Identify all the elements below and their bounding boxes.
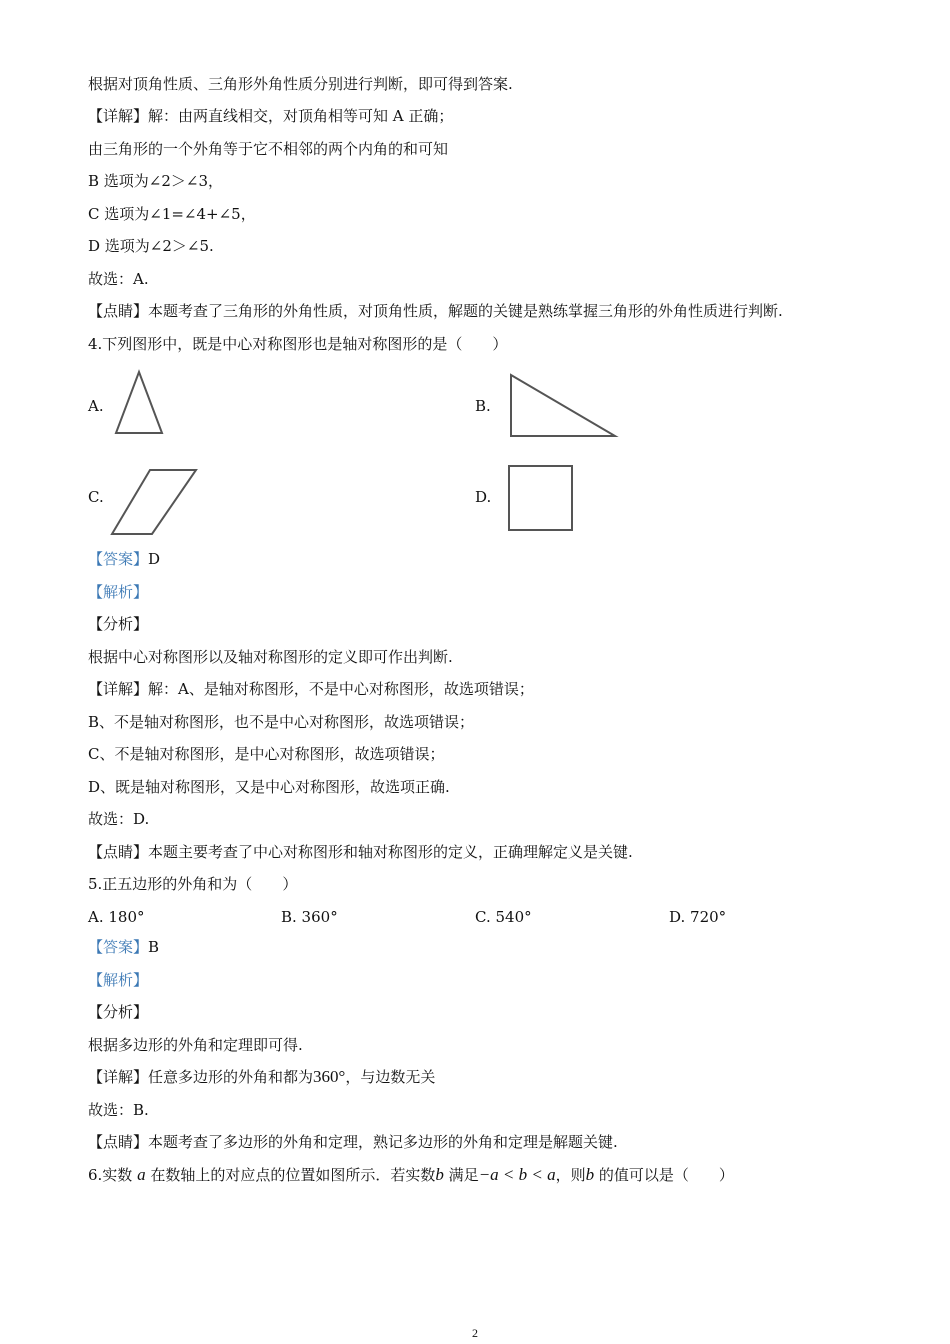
q4-option-b-label: B. <box>475 397 491 415</box>
detail-text-post: ，与边数无关 <box>345 1068 436 1086</box>
stem-text: 6.实数 <box>88 1166 133 1184</box>
detail-text: 解：A、是轴对称图形，不是中心对称图形，故选项错误； <box>148 680 534 698</box>
comment-tag: 【点睛】 <box>88 843 149 861</box>
isosceles-triangle-figure <box>116 372 162 433</box>
answer-tag: 【答案】 <box>88 550 149 568</box>
q4-figures <box>0 0 950 560</box>
square-figure <box>509 466 572 530</box>
comment-tag: 【点睛】 <box>88 1133 149 1151</box>
detail-value: 360° <box>313 1067 346 1086</box>
answer-line <box>88 549 160 569</box>
fenxi-tag: 【分析】 <box>88 1003 149 1021</box>
q5-option-b: B. 360° <box>281 908 338 926</box>
comment-line <box>88 1132 618 1152</box>
detail-line: C 选项为∠1=∠4+∠5， <box>88 205 256 223</box>
q4-option-c-label: C. <box>88 488 104 506</box>
fenxi-tag: 【分析】 <box>88 615 149 633</box>
detail-line: B、不是轴对称图形，也不是中心对称图形，故选项错误； <box>88 713 475 731</box>
analysis-tag: 【解析】 <box>88 583 149 601</box>
answer-line <box>88 937 159 957</box>
answer-value: D <box>148 550 161 568</box>
q5-option-a: A. 180° <box>88 908 145 926</box>
detail-tag: 【详解】 <box>88 1068 149 1086</box>
comment-line <box>88 842 633 862</box>
stem-text: 在数轴上的对应点的位置如图所示．若实数 <box>150 1166 436 1184</box>
fenxi-text: 根据中心对称图形以及轴对称图形的定义即可作出判断. <box>88 648 453 666</box>
detail-line: 由三角形的一个外角等于它不相邻的两个内角的和可知 <box>88 140 449 158</box>
conclusion: 故选：B. <box>88 1101 149 1119</box>
analysis-text: 根据对顶角性质、三角形外角性质分别进行判断，即可得到答案. <box>88 75 513 93</box>
comment-tag: 【点睛】 <box>88 302 149 320</box>
var-b: b <box>435 1165 444 1184</box>
detail-text: 任意多边形的外角和都为 <box>148 1068 314 1086</box>
q4-option-d-label: D. <box>475 488 492 506</box>
detail-tag: 【详解】 <box>88 680 149 698</box>
detail-line: D 选项为∠2＞∠5. <box>88 237 214 255</box>
q5-option-d: D. 720° <box>669 908 727 926</box>
var-b: b <box>585 1165 595 1184</box>
stem-text: 满足 <box>448 1166 479 1184</box>
detail-text: 解：由两直线相交，对顶角相等可知 A 正确； <box>148 107 454 125</box>
q5-option-c: C. 540° <box>475 908 532 926</box>
parallelogram-figure <box>112 470 196 534</box>
stem-text: ，则 <box>555 1166 586 1184</box>
stem-text: 的值可以是（ ） <box>598 1166 734 1184</box>
var-a: a <box>137 1165 146 1184</box>
question-5-stem: 5.正五边形的外角和为（ ） <box>88 875 298 893</box>
detail-line <box>88 679 534 699</box>
analysis-tag: 【解析】 <box>88 971 149 989</box>
conclusion: 故选：D. <box>88 810 150 828</box>
inequality: −a < b < a <box>478 1165 556 1184</box>
detail-line: D、既是轴对称图形，又是中心对称图形，故选项正确. <box>88 778 450 796</box>
detail-tag: 【详解】 <box>88 107 149 125</box>
question-6-stem <box>88 1165 734 1185</box>
page-number: 2 <box>472 1326 478 1340</box>
right-triangle-figure <box>511 375 615 436</box>
conclusion: 故选：A. <box>88 270 149 288</box>
question-4-stem: 4.下列图形中，既是中心对称图形也是轴对称图形的是（ ） <box>88 335 508 353</box>
fenxi-text: 根据多边形的外角和定理即可得. <box>88 1036 303 1054</box>
answer-value: B <box>148 938 160 956</box>
comment-text: 本题主要考查了中心对称图形和轴对称图形的定义，正确理解定义是关键. <box>148 843 633 861</box>
comment-text: 本题考查了三角形的外角性质，对顶角性质，解题的关键是熟练掌握三角形的外角性质进行判断. <box>148 302 783 320</box>
detail-line: C、不是轴对称图形，是中心对称图形，故选项错误； <box>88 745 445 763</box>
q4-option-a-label: A. <box>88 397 104 415</box>
comment-text: 本题考查了多边形的外角和定理，熟记多边形的外角和定理是解题关键. <box>148 1133 618 1151</box>
detail-line <box>88 1067 435 1087</box>
answer-tag: 【答案】 <box>88 938 149 956</box>
detail-line: B 选项为∠2＞∠3， <box>88 172 224 190</box>
